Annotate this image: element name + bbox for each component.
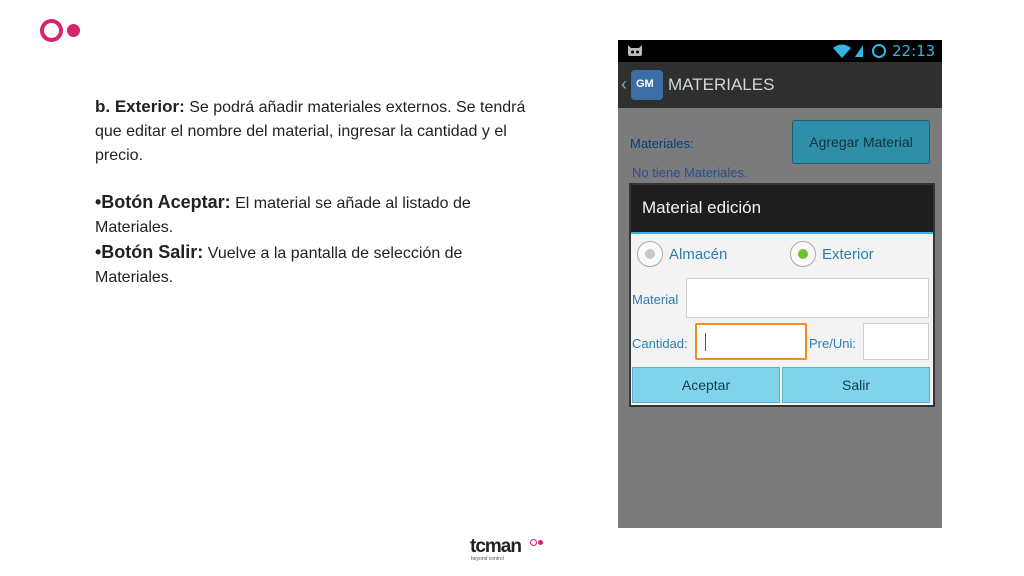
tcman-dot-icon [538, 540, 543, 545]
preuni-label: Pre/Uni: [809, 336, 856, 351]
dialog-header [631, 185, 933, 232]
bullet-aceptar [95, 190, 535, 240]
bullet-aceptar-body: El material se añade al listado de Materiales. [95, 195, 471, 236]
accept-button[interactable]: Aceptar [632, 367, 780, 403]
bullet-salir-heading: •Botón Salir: [95, 242, 204, 262]
tcman-logo [470, 536, 550, 566]
dialog-divider [631, 232, 933, 234]
status-time: 22:13 [892, 42, 936, 60]
slide-text [95, 95, 535, 290]
bullet-salir-body: Vuelve a la pantalla de selección de Materiales. [95, 245, 463, 286]
bullet-salir [95, 240, 535, 290]
radio-almacen-dot [645, 249, 655, 259]
preuni-field[interactable] [863, 323, 929, 360]
radio-exterior-label[interactable]: Exterior [822, 246, 874, 263]
status-bar [618, 40, 942, 62]
paragraph-exterior-heading: b. Exterior: [95, 97, 185, 116]
add-material-button[interactable]: Agregar Material [792, 120, 930, 164]
dialog-title: Material edición [642, 198, 762, 217]
action-bar [618, 62, 942, 108]
tcman-ring-icon [530, 539, 537, 546]
radio-exterior-dot [798, 249, 808, 259]
bullet-aceptar-heading: •Botón Aceptar: [95, 192, 231, 212]
app-icon-text: GM [636, 78, 654, 90]
exit-button[interactable]: Salir [782, 367, 930, 403]
android-cat-icon [626, 44, 644, 57]
material-label: Material [632, 292, 679, 307]
cantidad-label: Cantidad: [632, 336, 688, 351]
sync-icon [872, 44, 886, 58]
material-edit-dialog [629, 183, 935, 407]
radio-almacen[interactable] [637, 241, 663, 267]
wifi-icon [832, 43, 852, 59]
app-icon[interactable] [631, 70, 663, 100]
materials-label: Materiales: [630, 136, 694, 151]
paragraph-exterior-body: Se podrá añadir materiales externos. Se tendrá que editar el nombre del material, ingresar la cantidad y el precio. [95, 99, 526, 164]
empty-materials-text: No tiene Materiales. [632, 165, 748, 180]
cantidad-field[interactable] [695, 323, 807, 360]
tcman-tagline: beyond control [471, 556, 504, 562]
screen-title: MATERIALES [668, 75, 775, 94]
brand-logo-icon [40, 18, 86, 44]
radio-almacen-label[interactable]: Almacén [669, 246, 728, 263]
logo-ring-icon [40, 19, 63, 42]
back-arrow-icon[interactable]: ‹ [621, 74, 627, 94]
paragraph-exterior [95, 95, 535, 168]
logo-dot-icon [67, 24, 80, 37]
text-cursor [705, 333, 706, 351]
battery-icon [854, 44, 864, 58]
tcman-brand: tcman [470, 536, 521, 557]
material-field[interactable] [686, 278, 929, 318]
phone-screenshot [618, 40, 942, 528]
radio-exterior[interactable] [790, 241, 816, 267]
